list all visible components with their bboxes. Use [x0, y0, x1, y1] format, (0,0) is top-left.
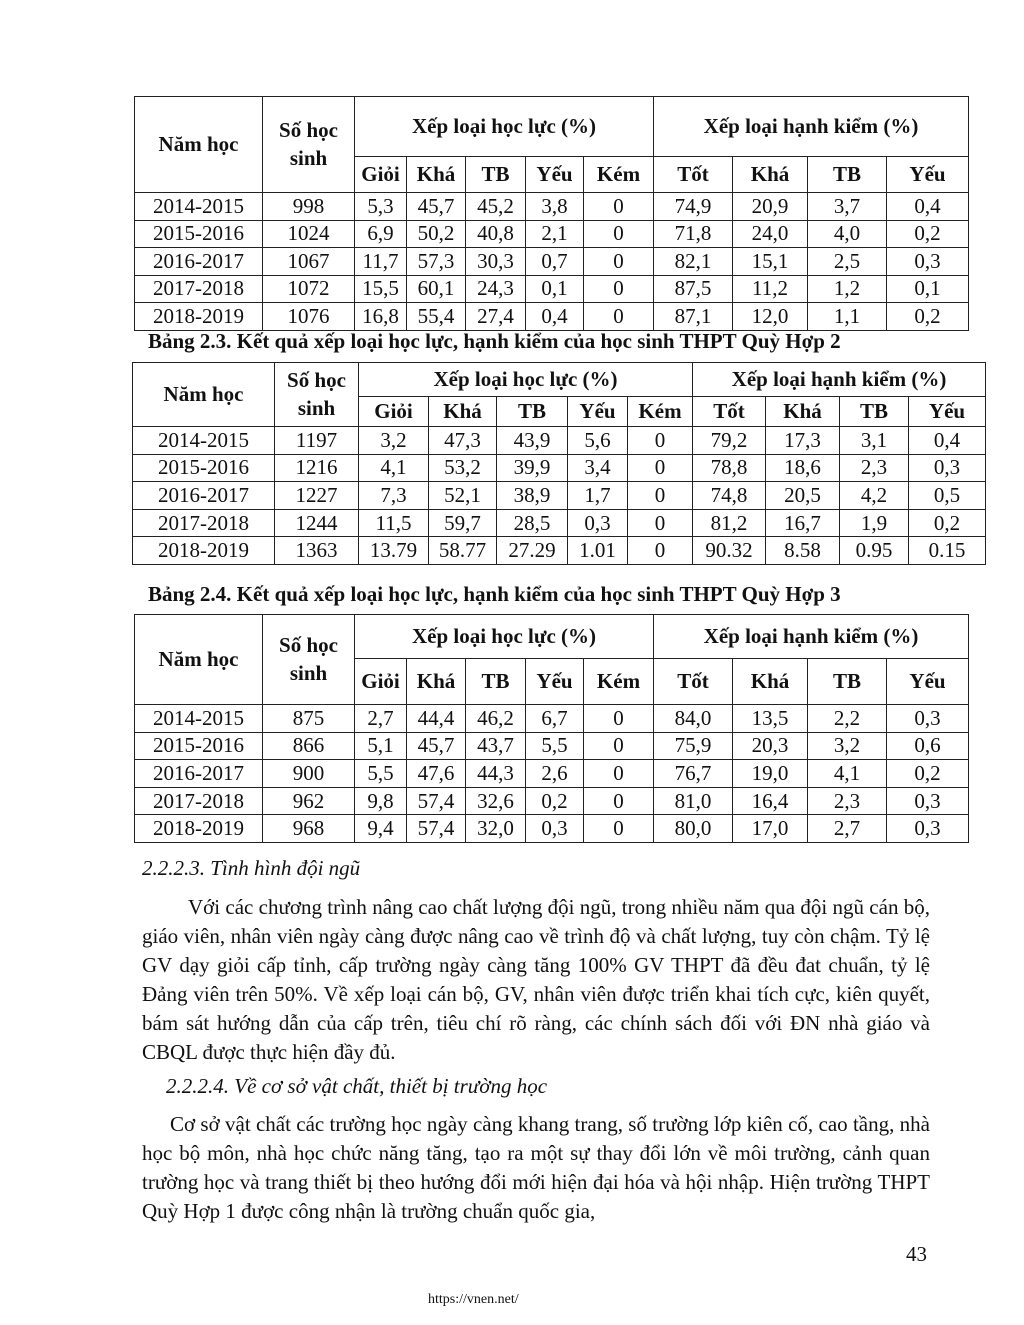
year-header: Năm học: [133, 363, 275, 427]
table-cell: 0,7: [526, 248, 584, 276]
table-cell: 79,2: [693, 427, 766, 455]
table-cell: 2018-2019: [133, 537, 275, 565]
table-cell: 9,4: [355, 815, 407, 843]
header-row: [133, 363, 986, 397]
conduct-col-header: TB: [808, 157, 887, 193]
table-cell: 866: [263, 732, 355, 760]
table-cell: 5,6: [568, 427, 628, 455]
academic-col-header: Khá: [407, 157, 466, 193]
table-cell: 81,0: [654, 787, 733, 815]
table-cell: 16,7: [766, 509, 840, 537]
table-cell: 0: [628, 482, 693, 510]
table-cell: 0,3: [526, 815, 584, 843]
table-cell: 0: [584, 705, 654, 733]
table-cell: 0,5: [909, 482, 986, 510]
table-row: [135, 275, 969, 303]
table-cell: 19,0: [733, 760, 808, 788]
conduct-col-header: Khá: [733, 157, 808, 193]
table-cell: 0,4: [887, 193, 969, 221]
table-row: [133, 509, 986, 537]
conduct-col-header: Yếu: [887, 157, 969, 193]
academic-group-header: Xếp loại học lực (%): [355, 97, 654, 157]
table-cell: 0,2: [526, 787, 584, 815]
table-cell: 3,4: [568, 454, 628, 482]
table-cell: 2015-2016: [135, 732, 263, 760]
table-cell: 0: [584, 220, 654, 248]
table-cell: 968: [263, 815, 355, 843]
table-cell: 9,8: [355, 787, 407, 815]
table-cell: 2015-2016: [135, 220, 263, 248]
table-cell: 32,6: [466, 787, 526, 815]
conduct-group-header: Xếp loại hạnh kiểm (%): [693, 363, 986, 397]
section-2224-heading: 2.2.2.4. Về cơ sở vật chất, thiết bị trường học: [166, 1074, 548, 1098]
table-cell: 998: [263, 193, 355, 221]
table-cell: 0,1: [887, 275, 969, 303]
conduct-col-header: Khá: [733, 659, 808, 705]
table-cell: 43,7: [466, 732, 526, 760]
table-cell: 78,8: [693, 454, 766, 482]
table-cell: 80,0: [654, 815, 733, 843]
table-cell: 0: [584, 732, 654, 760]
conduct-col-header: Yếu: [887, 659, 969, 705]
table-cell: 47,6: [407, 760, 466, 788]
table-cell: 4,2: [840, 482, 909, 510]
table-cell: 2014-2015: [135, 705, 263, 733]
table-body-3: [135, 615, 969, 843]
table-row: [135, 220, 969, 248]
table-cell: 74,9: [654, 193, 733, 221]
table-row: [135, 815, 969, 843]
table-cell: 17,3: [766, 427, 840, 455]
table-cell: 57,4: [407, 787, 466, 815]
table-cell: 38,9: [497, 482, 568, 510]
table-cell: 1072: [263, 275, 355, 303]
academic-col-header: Kém: [584, 659, 654, 705]
table-cell: 76,7: [654, 760, 733, 788]
table-cell: 57,4: [407, 815, 466, 843]
table-cell: 55,4: [407, 303, 466, 331]
academic-col-header: Giỏi: [359, 397, 429, 427]
table-cell: 15,1: [733, 248, 808, 276]
academic-col-header: Giỏi: [355, 659, 407, 705]
table-cell: 45,7: [407, 193, 466, 221]
academic-col-header: Kém: [628, 397, 693, 427]
table-cell: 1,1: [808, 303, 887, 331]
table-cell: 13.79: [359, 537, 429, 565]
table-cell: 20,9: [733, 193, 808, 221]
header-row: [135, 615, 969, 659]
table-cell: 1363: [275, 537, 359, 565]
conduct-col-header: TB: [840, 397, 909, 427]
table-cell: 7,3: [359, 482, 429, 510]
table-row: [133, 427, 986, 455]
academic-col-header: TB: [497, 397, 568, 427]
table-cell: 0,3: [887, 787, 969, 815]
table-cell: 13,5: [733, 705, 808, 733]
table-cell: 0: [584, 787, 654, 815]
table-row: [133, 537, 986, 565]
table-cell: 2018-2019: [135, 815, 263, 843]
table-cell: 90.32: [693, 537, 766, 565]
table-cell: 2,6: [526, 760, 584, 788]
table-cell: 0,3: [887, 248, 969, 276]
conduct-col-header: Tốt: [654, 157, 733, 193]
table-cell: 0: [584, 760, 654, 788]
conduct-col-header: Tốt: [693, 397, 766, 427]
table-cell: 27.29: [497, 537, 568, 565]
conduct-group-header: Xếp loại hạnh kiểm (%): [654, 97, 969, 157]
table-cell: 1067: [263, 248, 355, 276]
table-cell: 6,9: [355, 220, 407, 248]
header-row: [135, 97, 969, 157]
table-cell: 84,0: [654, 705, 733, 733]
table-cell: 2015-2016: [133, 454, 275, 482]
academic-col-header: Yếu: [568, 397, 628, 427]
table-cell: 2,1: [526, 220, 584, 248]
table-cell: 20,5: [766, 482, 840, 510]
section-2223-heading: 2.2.2.3. Tình hình đội ngũ: [142, 856, 361, 880]
table-cell: 2014-2015: [135, 193, 263, 221]
table-cell: 0: [628, 454, 693, 482]
table-row: [135, 303, 969, 331]
table-cell: 0: [628, 509, 693, 537]
conduct-col-header: Tốt: [654, 659, 733, 705]
table-cell: 11,5: [359, 509, 429, 537]
table-row: [135, 248, 969, 276]
table-cell: 0: [584, 248, 654, 276]
conduct-col-header: Khá: [766, 397, 840, 427]
table-cell: 0: [584, 815, 654, 843]
table-cell: 900: [263, 760, 355, 788]
table-row: [135, 787, 969, 815]
academic-col-header: Kém: [584, 157, 654, 193]
table-cell: 28,5: [497, 509, 568, 537]
table-cell: 4,1: [808, 760, 887, 788]
conduct-col-header: Yếu: [909, 397, 986, 427]
table-cell: 1024: [263, 220, 355, 248]
table-cell: 0: [584, 275, 654, 303]
table-cell: 87,1: [654, 303, 733, 331]
table-cell: 0,4: [526, 303, 584, 331]
table-cell: 0,3: [887, 815, 969, 843]
table-cell: 1,2: [808, 275, 887, 303]
table-cell: 2,3: [808, 787, 887, 815]
table-cell: 52,1: [429, 482, 497, 510]
table-cell: 0,4: [909, 427, 986, 455]
table-cell: 2017-2018: [135, 787, 263, 815]
table-cell: 0,6: [887, 732, 969, 760]
table-row: [133, 454, 986, 482]
table-cell: 2016-2017: [133, 482, 275, 510]
academic-group-header: Xếp loại học lực (%): [355, 615, 654, 659]
table-cell: 3,2: [808, 732, 887, 760]
table-cell: 2,7: [355, 705, 407, 733]
table-cell: 87,5: [654, 275, 733, 303]
table-cell: 2,7: [808, 815, 887, 843]
table-body-1: [135, 97, 969, 331]
table-cell: 15,5: [355, 275, 407, 303]
table-cell: 0.15: [909, 537, 986, 565]
table-cell: 0: [584, 193, 654, 221]
table-row: [135, 760, 969, 788]
table-cell: 11,2: [733, 275, 808, 303]
footer-link[interactable]: https://vnen.net/: [428, 1292, 519, 1307]
table-cell: 4,1: [359, 454, 429, 482]
table-cell: 0,2: [887, 220, 969, 248]
table-cell: 0,3: [568, 509, 628, 537]
table-cell: 82,1: [654, 248, 733, 276]
table-cell: 44,3: [466, 760, 526, 788]
table-cell: 12,0: [733, 303, 808, 331]
results-table-3: [134, 614, 969, 843]
table-cell: 875: [263, 705, 355, 733]
table-cell: 60,1: [407, 275, 466, 303]
table-row: [133, 482, 986, 510]
students-header: Số học sinh: [263, 97, 355, 193]
table-cell: 962: [263, 787, 355, 815]
year-header: Năm học: [135, 615, 263, 705]
table-cell: 1.01: [568, 537, 628, 565]
academic-col-header: Yếu: [526, 157, 584, 193]
table-cell: 16,8: [355, 303, 407, 331]
table-cell: 20,3: [733, 732, 808, 760]
students-header: Số học sinh: [275, 363, 359, 427]
table-cell: 1,9: [840, 509, 909, 537]
table-cell: 0,3: [909, 454, 986, 482]
table-cell: 81,2: [693, 509, 766, 537]
table-cell: 24,0: [733, 220, 808, 248]
table-cell: 5,1: [355, 732, 407, 760]
table-cell: 71,8: [654, 220, 733, 248]
table-cell: 40,8: [466, 220, 526, 248]
table-cell: 5,3: [355, 193, 407, 221]
table-cell: 8.58: [766, 537, 840, 565]
table-cell: 0.95: [840, 537, 909, 565]
table-cell: 39,9: [497, 454, 568, 482]
results-table-1: [134, 96, 969, 331]
table-cell: 0,2: [887, 760, 969, 788]
academic-col-header: TB: [466, 659, 526, 705]
academic-col-header: TB: [466, 157, 526, 193]
table-cell: 45,7: [407, 732, 466, 760]
conduct-group-header: Xếp loại hạnh kiểm (%): [654, 615, 969, 659]
table-row: [135, 732, 969, 760]
table-cell: 2,2: [808, 705, 887, 733]
table-cell: 11,7: [355, 248, 407, 276]
table-cell: 44,4: [407, 705, 466, 733]
conduct-col-header: TB: [808, 659, 887, 705]
academic-col-header: Khá: [429, 397, 497, 427]
table-cell: 1227: [275, 482, 359, 510]
table-cell: 5,5: [526, 732, 584, 760]
table-cell: 0,2: [909, 509, 986, 537]
table-cell: 3,8: [526, 193, 584, 221]
table-cell: 3,1: [840, 427, 909, 455]
table-cell: 1216: [275, 454, 359, 482]
academic-group-header: Xếp loại học lực (%): [359, 363, 693, 397]
page-number: 43: [906, 1242, 927, 1266]
table-cell: 58.77: [429, 537, 497, 565]
table-cell: 27,4: [466, 303, 526, 331]
table-cell: 0: [628, 537, 693, 565]
table-cell: 32,0: [466, 815, 526, 843]
table-cell: 2017-2018: [135, 275, 263, 303]
table-cell: 1244: [275, 509, 359, 537]
section-2224-paragraph: Cơ sở vật chất các trường học ngày càng khang trang, số trường lớp kiên cố, cao tầng, nhà học bộ môn, nhà học chức năng tăng, tạo ra một sự thay đổi lớn về môi trường, cảnh quan trường học và trang thiết bị theo hướng đổi mới hiện đại hóa và hội nhập. Hiện trường THPT Quỳ Hợp 1 được công nhận là trường chuẩn quốc gia,: [142, 1112, 930, 1223]
section-2223-paragraph: Với các chương trình nâng cao chất lượng đội ngũ, trong nhiều năm qua đội ngũ cán bộ, giáo viên, nhân viên ngày càng được nâng cao về trình độ và chất lượng, tuy còn chậm. Tỷ lệ GV dạy giỏi cấp tỉnh, cấp trường ngày càng tăng 100% GV THPT đã đều đat chuẩn, tỷ lệ Đảng viên trên 50%. Về xếp loại cán bộ, GV, nhân viên được triển khai tích cực, kiên quyết, bám sát hướng dẫn của cấp trên, tiêu chí rõ ràng, các chính sách đối với ĐN nhà giáo và CBQL được thực hiện đầy đủ.: [142, 895, 930, 1064]
table-cell: 2014-2015: [133, 427, 275, 455]
table-body-2: [133, 363, 986, 565]
table-cell: 16,4: [733, 787, 808, 815]
table-cell: 46,2: [466, 705, 526, 733]
table-cell: 4,0: [808, 220, 887, 248]
table-cell: 45,2: [466, 193, 526, 221]
academic-col-header: Khá: [407, 659, 466, 705]
table-cell: 30,3: [466, 248, 526, 276]
table-cell: 0,3: [887, 705, 969, 733]
table-cell: 50,2: [407, 220, 466, 248]
table-cell: 0: [628, 427, 693, 455]
table-cell: 0,1: [526, 275, 584, 303]
table-cell: 5,5: [355, 760, 407, 788]
table-cell: 2016-2017: [135, 760, 263, 788]
table-cell: 2018-2019: [135, 303, 263, 331]
table-cell: 2,5: [808, 248, 887, 276]
table-cell: 3,7: [808, 193, 887, 221]
table-cell: 24,3: [466, 275, 526, 303]
table-cell: 6,7: [526, 705, 584, 733]
table-cell: 2,3: [840, 454, 909, 482]
table-cell: 17,0: [733, 815, 808, 843]
table-cell: 2016-2017: [135, 248, 263, 276]
table-cell: 57,3: [407, 248, 466, 276]
students-header: Số học sinh: [263, 615, 355, 705]
table-cell: 0,2: [887, 303, 969, 331]
table-cell: 1,7: [568, 482, 628, 510]
table-cell: 74,8: [693, 482, 766, 510]
table-cell: 2017-2018: [133, 509, 275, 537]
table-cell: 59,7: [429, 509, 497, 537]
results-table-2: [132, 362, 986, 565]
table-cell: 3,2: [359, 427, 429, 455]
table-cell: 18,6: [766, 454, 840, 482]
table-cell: 1076: [263, 303, 355, 331]
academic-col-header: Giỏi: [355, 157, 407, 193]
table-cell: 0: [584, 303, 654, 331]
year-header: Năm học: [135, 97, 263, 193]
table-cell: 53,2: [429, 454, 497, 482]
table-2-caption: Bảng 2.3. Kết quả xếp loại học lực, hạnh kiểm của học sinh THPT Quỳ Hợp 2: [148, 329, 841, 353]
table-cell: 75,9: [654, 732, 733, 760]
table-cell: 47,3: [429, 427, 497, 455]
table-row: [135, 193, 969, 221]
table-row: [135, 705, 969, 733]
table-cell: 1197: [275, 427, 359, 455]
table-cell: 43,9: [497, 427, 568, 455]
academic-col-header: Yếu: [526, 659, 584, 705]
table-3-caption: Bảng 2.4. Kết quả xếp loại học lực, hạnh kiểm của học sinh THPT Quỳ Hợp 3: [148, 582, 841, 606]
